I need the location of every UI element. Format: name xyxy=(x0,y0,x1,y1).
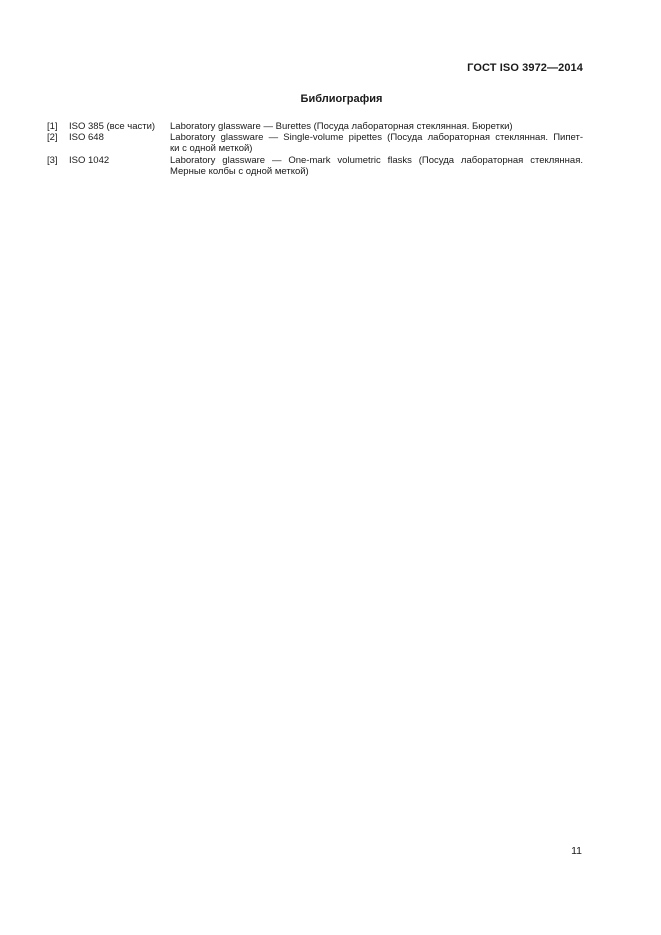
entry-title xyxy=(170,155,583,177)
entry-number: [1] xyxy=(47,121,58,132)
entry-title-line: Laboratory glassware — Single-volume pipettes (Посуда лабораторная стеклянная. Пипет- xyxy=(170,132,583,144)
standard-designation: ГОСТ ISO 3972—2014 xyxy=(467,62,583,74)
entry-standard-code: ISO 1042 xyxy=(69,154,110,166)
entry-title-line: Laboratory glassware — Burettes (Посуда лабораторная стеклянная. Бюретки) xyxy=(170,121,513,132)
page-number: 11 xyxy=(571,845,582,857)
section-title: Библиография xyxy=(300,93,383,105)
bibliography-list xyxy=(47,121,583,177)
entry-number: [2] xyxy=(47,132,58,144)
entry-title-line: Laboratory glassware — One-mark volumetric flasks (Посуда лабораторная стеклянная. xyxy=(170,154,583,166)
bibliography-entry xyxy=(47,132,583,154)
entry-title xyxy=(170,121,583,132)
entry-number: [3] xyxy=(47,154,58,166)
entry-title-line: Мерные колбы с одной меткой) xyxy=(170,165,309,177)
bibliography-entry xyxy=(47,121,583,132)
entry-standard-code: ISO 648 xyxy=(69,132,104,144)
entry-standard-code: ISO 385 (все части) xyxy=(69,121,156,132)
entry-title-line: ки с одной меткой) xyxy=(170,143,253,155)
entry-title xyxy=(170,132,583,154)
bibliography-entry xyxy=(47,155,583,177)
